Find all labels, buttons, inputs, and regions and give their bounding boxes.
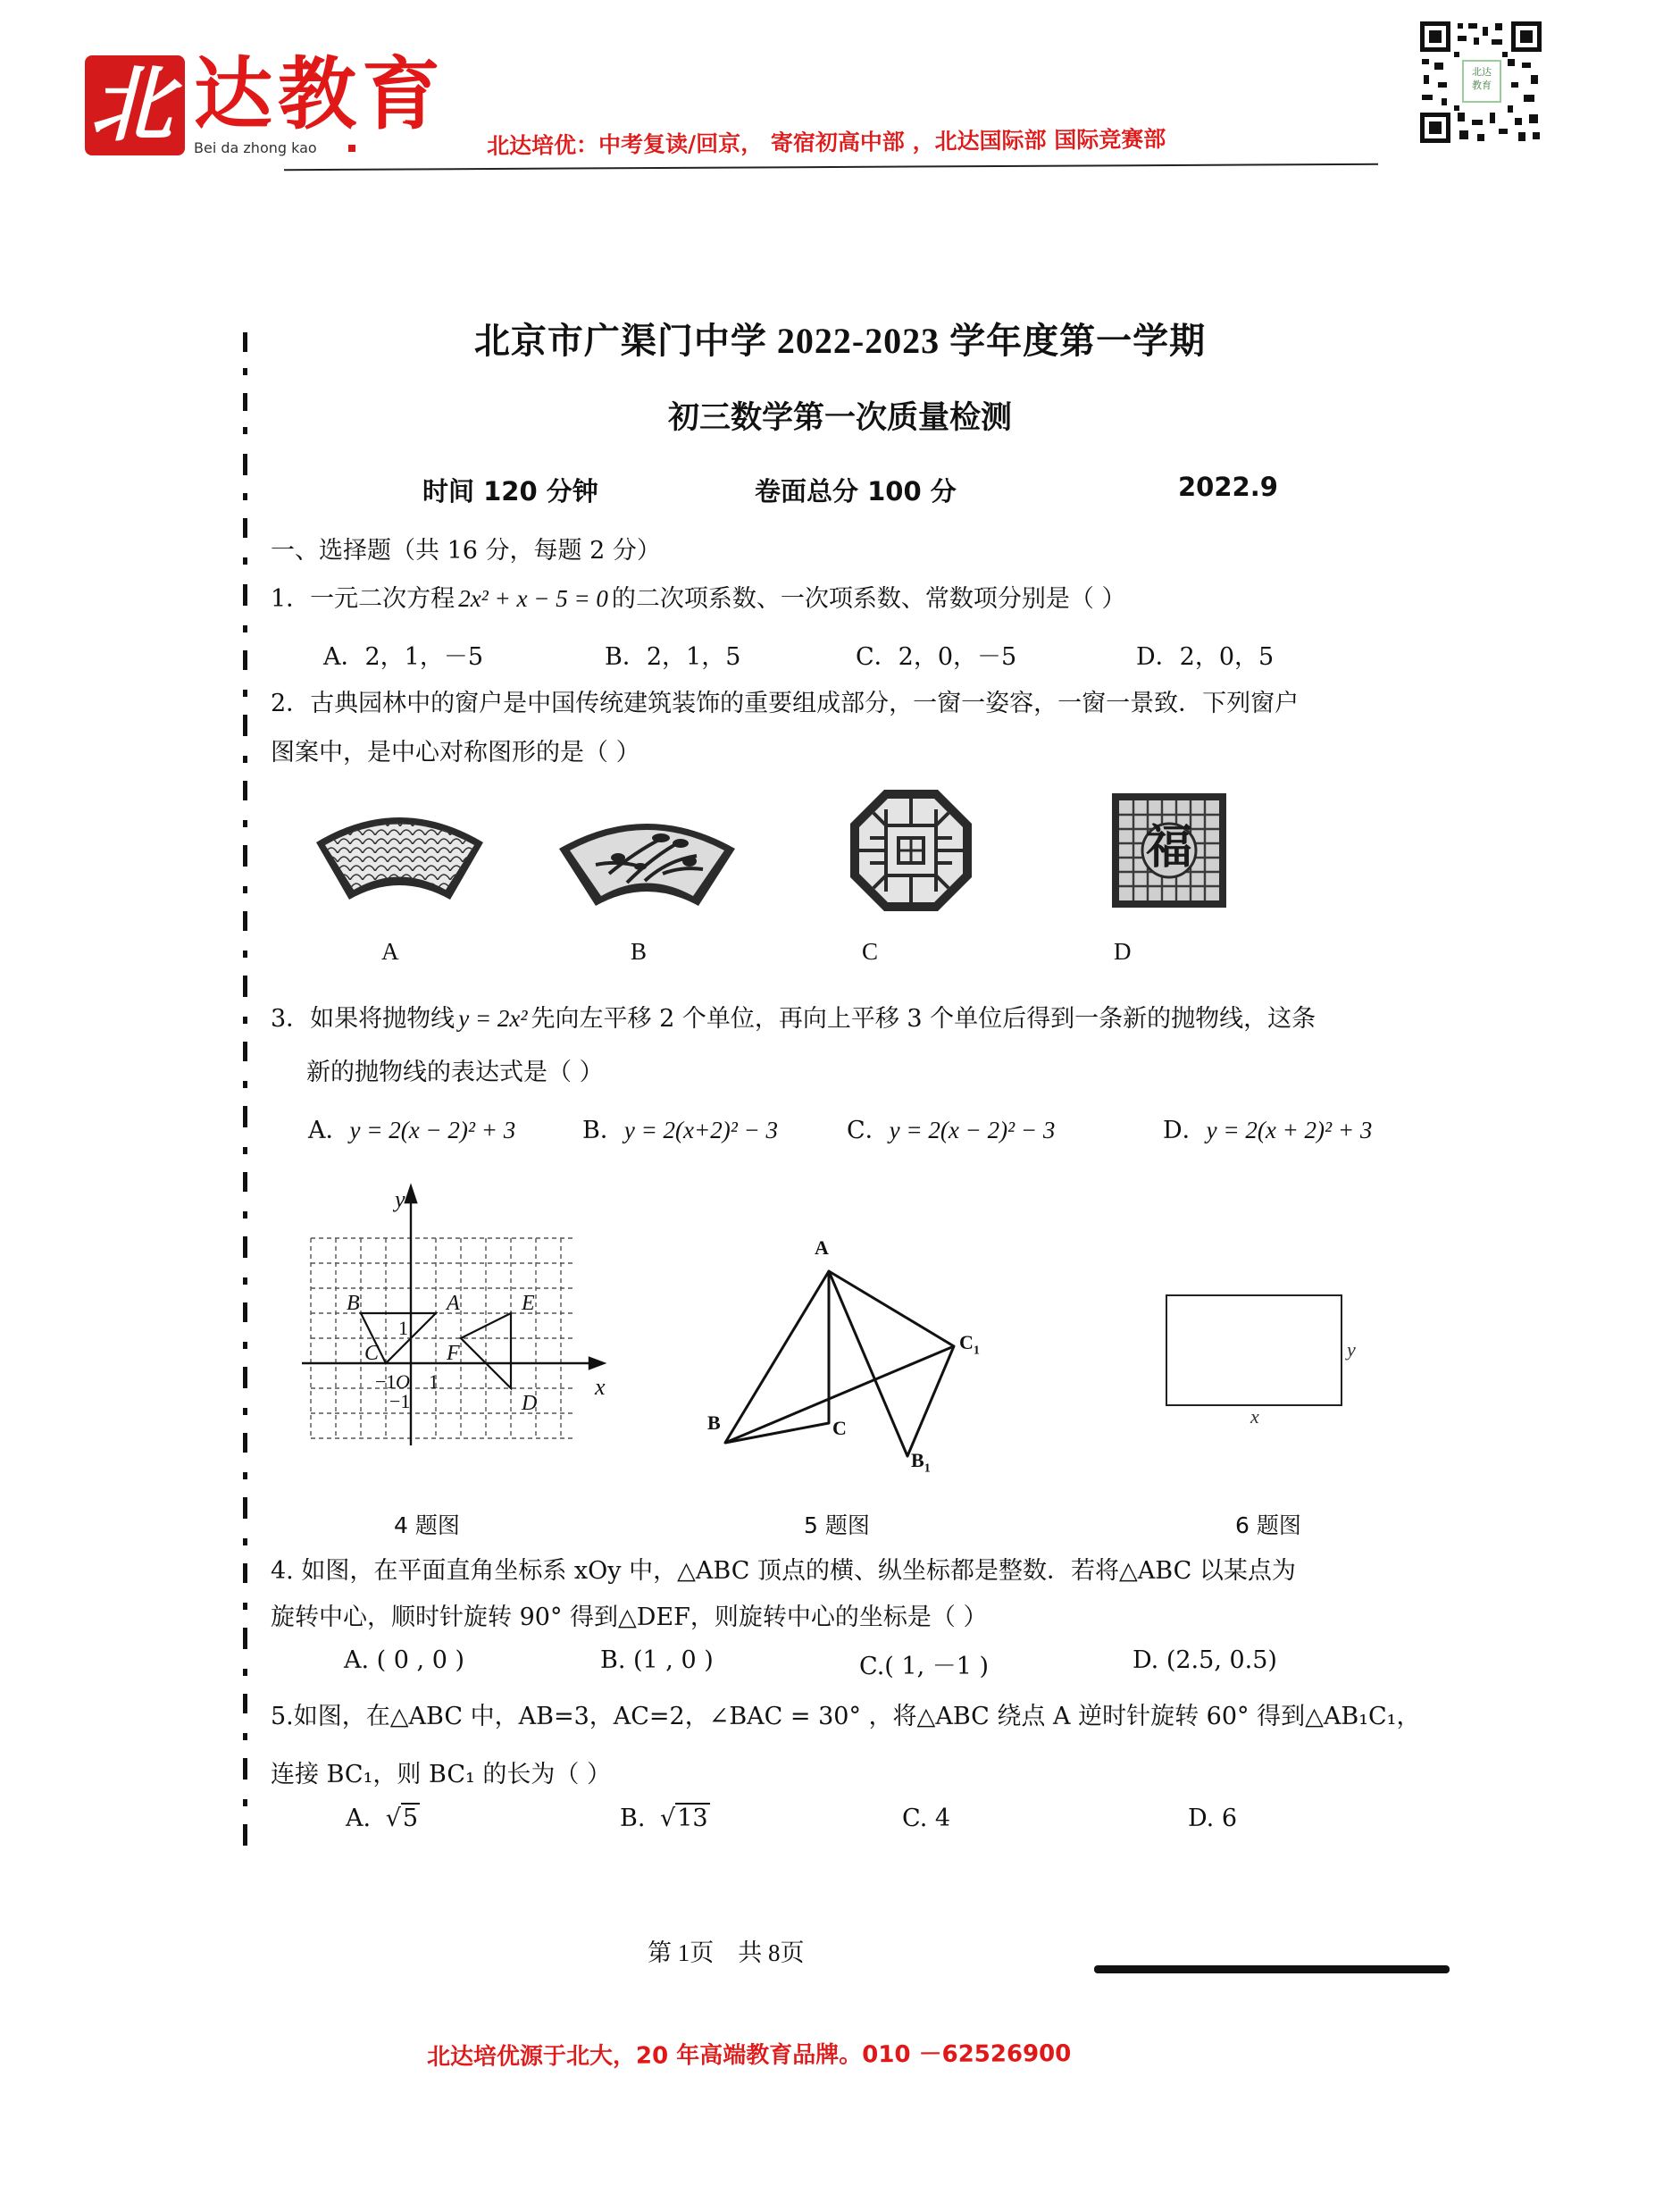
figure-6-rectangle bbox=[1166, 1294, 1342, 1406]
question-1-suffix: 的二次项系数、一次项系数、常数项分别是（ ） bbox=[611, 585, 1126, 613]
fig5-label-c: C bbox=[832, 1417, 847, 1439]
binding-dash bbox=[243, 1538, 247, 1545]
question-5-option-b-label: B. bbox=[620, 1805, 646, 1832]
binding-dash bbox=[243, 1236, 247, 1258]
logo-dot bbox=[348, 145, 355, 152]
binding-dash bbox=[243, 781, 247, 800]
question-3-option-b-label: B． bbox=[582, 1117, 624, 1144]
question-3-option-c bbox=[847, 1110, 1055, 1145]
question-3-option-a bbox=[308, 1110, 515, 1145]
fig5-label-c1-sub: 1 bbox=[973, 1344, 980, 1358]
question-3-option-a-expr: y = 2(x − 2)² + 3 bbox=[349, 1117, 516, 1143]
logo-badge-char: 北 bbox=[90, 60, 173, 151]
figure-5-caption: 5 题图 bbox=[804, 1512, 870, 1538]
binding-dash bbox=[243, 1408, 247, 1415]
fig5-label-a: A bbox=[815, 1236, 829, 1259]
figure-4-grid bbox=[295, 1177, 616, 1454]
binding-dash bbox=[243, 625, 247, 632]
footer-promo: 北达培优源于北大，20 年高端教育品牌。010 －62526900 bbox=[426, 2040, 1072, 2071]
binding-dash bbox=[243, 1342, 247, 1349]
question-3-line-1 bbox=[271, 1002, 1316, 1035]
binding-dash bbox=[243, 820, 247, 827]
question-2-line-1: 2．古典园林中的窗户是中国传统建筑装饰的重要组成部分，一窗一姿容，一窗一景致．下列窗户 bbox=[271, 690, 1300, 717]
sqrt-sign: √ bbox=[385, 1805, 401, 1832]
binding-dash bbox=[243, 1017, 247, 1024]
header-tagline: 北达培优：中考复读/回京， 寄宿初高中部 ，北达国际部 国际竞赛部 bbox=[486, 126, 1166, 159]
fig6-label-x: x bbox=[1250, 1405, 1259, 1428]
question-3-option-c-expr: y = 2(x − 2)² − 3 bbox=[889, 1117, 1056, 1143]
binding-dash bbox=[243, 1472, 247, 1479]
question-2-line-2: 图案中，是中心对称图形的是（ ） bbox=[271, 739, 640, 766]
figure-4-caption: 4 题图 bbox=[394, 1512, 460, 1538]
binding-dash bbox=[243, 1694, 247, 1713]
question-3-option-b bbox=[582, 1110, 778, 1145]
binding-dash bbox=[243, 1497, 247, 1519]
fig4-tick-neg1-y: −1 bbox=[389, 1390, 411, 1412]
binding-dash bbox=[243, 886, 247, 893]
fig4-label-y: y bbox=[395, 1186, 405, 1212]
binding-dash bbox=[243, 1799, 247, 1806]
binding-dash bbox=[243, 1669, 247, 1676]
binding-dash bbox=[243, 1563, 247, 1583]
logo bbox=[85, 55, 456, 163]
binding-dash bbox=[243, 584, 247, 606]
logo-badge bbox=[85, 55, 185, 155]
section-heading: 一、选择题（共 16 分，每题 2 分） bbox=[271, 537, 661, 565]
sqrt-sign: √ bbox=[660, 1805, 676, 1832]
question-1-option-d: D．2，0，5 bbox=[1136, 643, 1275, 671]
fig5-label-c1 bbox=[959, 1331, 980, 1358]
binding-dash bbox=[243, 690, 247, 697]
question-4-option-c: C.( 1, －1 ) bbox=[859, 1653, 990, 1680]
window-d-character: 福 bbox=[1145, 823, 1192, 874]
question-5-option-b bbox=[620, 1805, 710, 1832]
fig5-label-b: B bbox=[707, 1411, 721, 1434]
question-3-option-d bbox=[1163, 1110, 1372, 1145]
question-3-option-b-expr: y = 2(x+2)² − 3 bbox=[623, 1117, 779, 1143]
figure-6-caption: 6 题图 bbox=[1235, 1512, 1301, 1538]
binding-dash bbox=[243, 1302, 247, 1322]
binding-dash bbox=[243, 518, 247, 538]
question-3-prefix: 3．如果将抛物线 bbox=[271, 1005, 456, 1033]
binding-dash bbox=[243, 368, 247, 375]
fig6-label-y: y bbox=[1347, 1338, 1356, 1361]
page-number: 第 1页 共 8页 bbox=[648, 1939, 805, 1966]
question-5-line-2: 连接 BC₁，则 BC₁ 的长为（ ） bbox=[271, 1761, 611, 1788]
binding-dash bbox=[243, 454, 247, 475]
question-1-option-a: A．2，1，－5 bbox=[323, 643, 484, 671]
fig5-label-b1-letter: B bbox=[911, 1449, 924, 1471]
question-4-option-b: B. (1 , 0 ) bbox=[600, 1646, 714, 1674]
logo-subtitle: Bei da zhong kao bbox=[194, 139, 317, 156]
question-4-line-1: 4. 如图，在平面直角坐标系 xOy 中，△ABC 顶点的横、纵坐标都是整数．若将△ABC 以某点为 bbox=[271, 1557, 1296, 1585]
question-3-line-2: 新的抛物线的表达式是（ ） bbox=[306, 1059, 604, 1086]
question-1-option-c: C．2，0，－5 bbox=[856, 643, 1017, 671]
question-4-line-2: 旋转中心，顺时针旋转 90° 得到△DEF，则旋转中心的坐标是（ ） bbox=[271, 1604, 988, 1631]
fig4-origin: O bbox=[396, 1370, 410, 1393]
question-5-option-c: C. 4 bbox=[902, 1805, 951, 1832]
fig5-label-b1 bbox=[911, 1449, 931, 1476]
binding-dash bbox=[243, 715, 247, 736]
window-a-image bbox=[313, 808, 487, 902]
binding-dash bbox=[243, 951, 247, 958]
window-label-c: C bbox=[862, 938, 879, 965]
binding-dash bbox=[243, 1733, 247, 1740]
binding-dash bbox=[243, 1211, 247, 1219]
logo-text: 达教育 bbox=[194, 53, 447, 139]
exam-time: 时间 120 分钟 bbox=[422, 476, 598, 507]
window-label-d: D bbox=[1114, 938, 1132, 965]
question-3-option-d-expr: y = 2(x + 2)² + 3 bbox=[1206, 1117, 1373, 1143]
binding-dash bbox=[243, 1172, 247, 1192]
question-3-option-a-label: A． bbox=[308, 1117, 350, 1144]
binding-dash bbox=[243, 650, 247, 670]
question-3-option-c-label: C． bbox=[847, 1117, 890, 1144]
question-1-equation: 2x² + x − 5 = 0 bbox=[458, 585, 608, 612]
binding-dash bbox=[243, 756, 247, 763]
fig4-tick-1-y: 1 bbox=[398, 1317, 408, 1339]
fig5-label-b1-sub: 1 bbox=[924, 1461, 931, 1476]
binding-dash bbox=[243, 1628, 247, 1649]
fig4-label-e: E bbox=[522, 1292, 535, 1315]
exam-title: 北京市广渠门中学 2022-2023 学年度第一学期 bbox=[473, 321, 1207, 361]
fig4-label-f: F bbox=[447, 1342, 460, 1365]
window-b-image bbox=[556, 811, 739, 909]
exam-subtitle: 初三数学第一次质量检测 bbox=[667, 400, 1012, 435]
exam-score: 卷面总分 100 分 bbox=[755, 476, 957, 507]
question-3-equation: y = 2x² bbox=[458, 1005, 528, 1032]
binding-dash bbox=[243, 1433, 247, 1453]
fig4-label-a: A bbox=[447, 1292, 460, 1315]
binding-dash bbox=[243, 493, 247, 500]
binding-dash bbox=[243, 1603, 247, 1610]
question-5-option-b-radicand: 13 bbox=[677, 1805, 708, 1832]
binding-dash bbox=[243, 1824, 247, 1846]
question-3-option-d-label: D． bbox=[1163, 1117, 1207, 1144]
binding-dash bbox=[243, 976, 247, 997]
window-c-image bbox=[848, 788, 974, 913]
question-1 bbox=[271, 582, 1126, 616]
fig4-label-b: B bbox=[347, 1292, 360, 1315]
window-label-a: A bbox=[381, 938, 399, 965]
question-5-option-a bbox=[346, 1805, 420, 1832]
binding-dash bbox=[243, 1367, 247, 1388]
question-5-option-a-label: A. bbox=[346, 1805, 372, 1832]
binding-dash bbox=[243, 1081, 247, 1088]
qr-code bbox=[1418, 20, 1543, 145]
binding-dash bbox=[243, 1106, 247, 1127]
question-5-option-a-radicand: 5 bbox=[402, 1805, 419, 1832]
fig4-tick-1-x: 1 bbox=[429, 1370, 439, 1393]
binding-dash bbox=[243, 1277, 247, 1285]
binding-dash bbox=[243, 1758, 247, 1780]
question-1-option-b: B．2，1，5 bbox=[605, 643, 741, 671]
question-4-option-d: D. (2.5, 0.5) bbox=[1133, 1646, 1277, 1674]
fig4-label-x: x bbox=[595, 1374, 606, 1400]
question-5-option-d: D. 6 bbox=[1188, 1805, 1238, 1832]
window-d-image bbox=[1112, 793, 1226, 908]
question-3-suffix: 先向左平移 2 个单位，再向上平移 3 个单位后得到一条新的抛物线，这条 bbox=[531, 1005, 1316, 1033]
question-5-line-1: 5.如图，在△ABC 中，AB=3，AC=2，∠BAC = 30° ，将△ABC 绕点 A 逆时针旋转 60° 得到△AB₁C₁， bbox=[271, 1703, 1421, 1730]
binding-dash bbox=[243, 557, 247, 565]
binding-dash bbox=[243, 845, 247, 867]
fig5-label-c1-letter: C bbox=[959, 1331, 974, 1353]
binding-dash bbox=[243, 1042, 247, 1061]
fig4-label-c: C bbox=[364, 1342, 380, 1365]
binding-dash bbox=[243, 1147, 247, 1154]
exam-date: 2022.9 bbox=[1178, 472, 1278, 502]
question-1-prefix: 1．一元二次方程 bbox=[271, 585, 456, 613]
header-rule bbox=[284, 163, 1378, 171]
binding-dash bbox=[243, 911, 247, 931]
fig4-label-d: D bbox=[522, 1392, 538, 1415]
footer-rule bbox=[1094, 1965, 1450, 1973]
qr-center-badge: 北达教育 bbox=[1472, 67, 1492, 91]
question-4-option-a: A. ( 0 , 0 ) bbox=[344, 1646, 464, 1674]
fig4-tick-neg1-x: −1 bbox=[375, 1370, 397, 1393]
window-label-b: B bbox=[631, 938, 648, 965]
